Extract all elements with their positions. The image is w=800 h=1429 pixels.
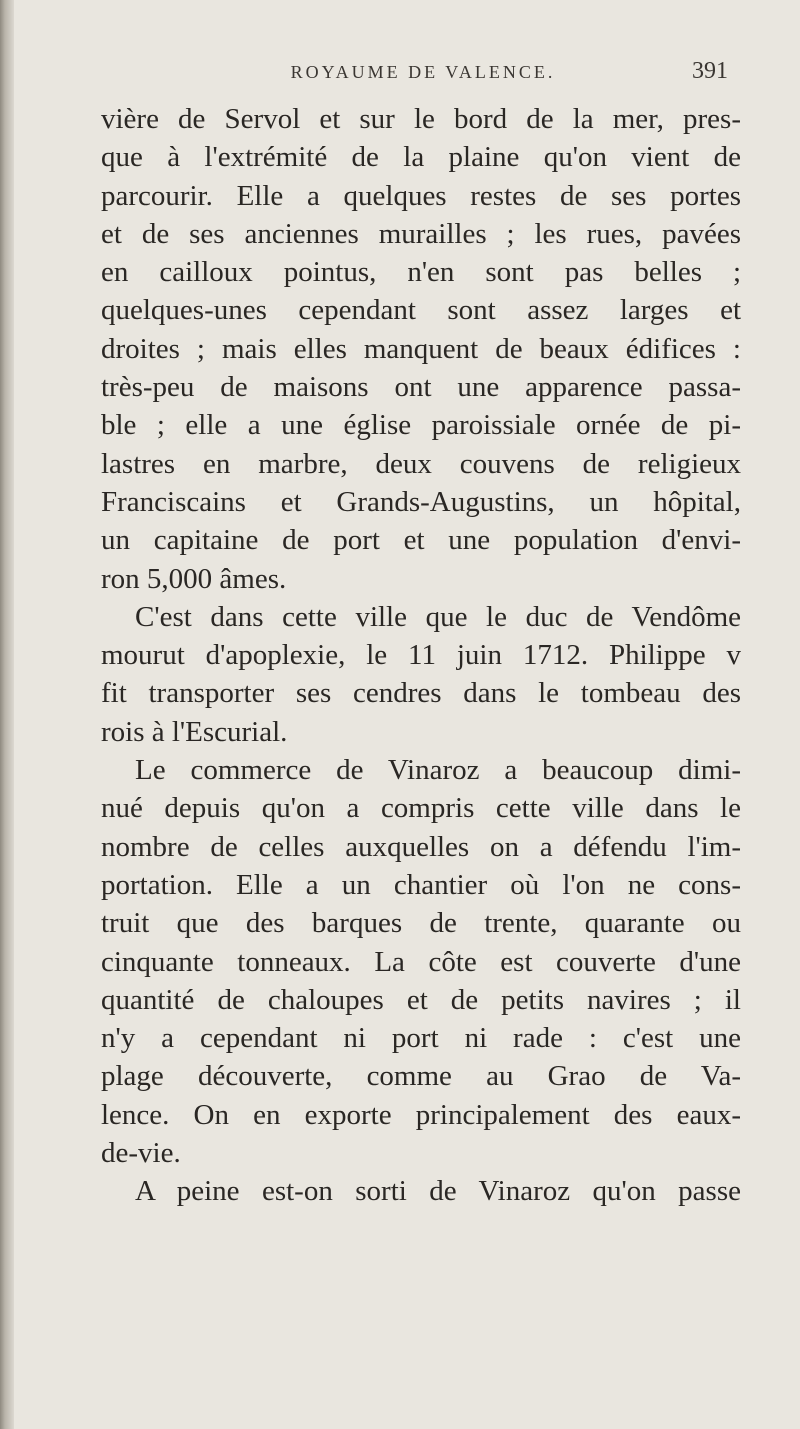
text-line: cinquante tonneaux. La côte est couverte d'une bbox=[101, 945, 741, 978]
text-line: vière de Servol et sur le bord de la mer, pres- bbox=[101, 103, 741, 135]
text-line: parcourir. Elle a quelques restes de ses portes bbox=[101, 179, 741, 212]
text-line: que à l'extrémité de la plaine qu'on vient de bbox=[101, 141, 741, 174]
text-line: un capitaine de port et une population d'envi- bbox=[101, 524, 741, 557]
text-line: très-peu de maisons ont une apparence passa- bbox=[101, 371, 741, 404]
running-head-title: ROYAUME DE VALENCE. bbox=[290, 62, 556, 82]
text-line: n'y a cependant ni port ni rade : c'est une bbox=[101, 1022, 741, 1055]
running-head bbox=[118, 60, 728, 90]
text-line: lence. On en exporte principalement des eaux- bbox=[101, 1098, 741, 1131]
text-line: en cailloux pointus, n'en sont pas belles ; bbox=[101, 256, 741, 289]
text-line: rois à l'Escurial. bbox=[101, 715, 288, 748]
text-line: Franciscains et Grands-Augustins, un hôpital, bbox=[101, 485, 741, 518]
text-line: truit que des barques de trente, quarante ou bbox=[101, 907, 741, 940]
text-line: et de ses anciennes murailles ; les rues, pavées bbox=[101, 217, 741, 250]
text-line: ble ; elle a une église paroissiale ornée de pi- bbox=[101, 409, 741, 442]
text-line: quantité de chaloupes et de petits navires ; il bbox=[101, 983, 741, 1016]
text-line: mourut d'apoplexie, le 11 juin 1712. Philippe v bbox=[101, 639, 741, 672]
text-line: quelques-unes cependant sont assez larges et bbox=[101, 294, 741, 327]
body-text bbox=[101, 100, 741, 1211]
text-line: nombre de celles auxquelles on a défendu l'im- bbox=[101, 830, 741, 863]
text-line: droites ; mais elles manquent de beaux édifices : bbox=[101, 332, 741, 365]
text-line: fit transporter ses cendres dans le tombeau des bbox=[101, 677, 741, 710]
page-number: 391 bbox=[692, 58, 728, 84]
text-line: de-vie. bbox=[101, 1137, 181, 1170]
text-line: lastres en marbre, deux couvens de religieux bbox=[101, 447, 741, 480]
text-line: Le commerce de Vinaroz a beaucoup dimi- bbox=[135, 754, 741, 787]
text-line: portation. Elle a un chantier où l'on ne cons- bbox=[101, 868, 741, 901]
text-line: nué depuis qu'on a compris cette ville dans le bbox=[101, 792, 741, 825]
text-line: ron 5,000 âmes. bbox=[101, 562, 287, 595]
text-line: C'est dans cette ville que le duc de Vendôme bbox=[135, 600, 741, 633]
text-line: A peine est-on sorti de Vinaroz qu'on passe bbox=[135, 1175, 741, 1208]
text-line: plage découverte, comme au Grao de Va- bbox=[101, 1060, 741, 1093]
